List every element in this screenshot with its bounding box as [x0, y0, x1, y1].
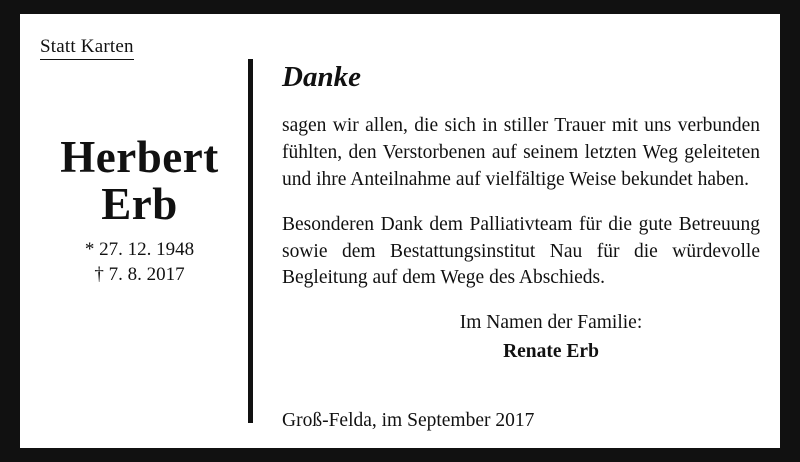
statt-karten-note: Statt Karten — [40, 37, 134, 60]
death-date: † 7. 8. 2017 — [94, 264, 185, 286]
obituary-inner — [20, 14, 780, 448]
family-intro-line: Im Namen der Familie: — [459, 312, 643, 334]
family-signature — [282, 310, 760, 366]
thanks-block — [282, 62, 760, 366]
deceased-dates — [32, 237, 247, 288]
deceased-block — [32, 134, 247, 288]
deceased-last-name: Erb — [101, 178, 178, 229]
birth-date: * 27. 12. 1948 — [84, 238, 195, 260]
thanks-heading: Danke — [282, 61, 361, 93]
thanks-paragraph-1: sagen wir allen, die sich in stiller Trauer mit uns verbunden fühlten, den Verstorbenen auf seinem letzten Weg geleiteten und ihre Anteilnahme auf vielfältige Weise bekundet haben. — [282, 114, 760, 190]
deceased-first-name: Herbert — [60, 132, 219, 182]
family-signer-name: Renate Erb — [503, 340, 599, 362]
thanks-paragraph-2: Besonderen Dank dem Palliativteam für die gute Betreuung sowie dem Bestattungsinstitut Nau für die würdevolle Begleitung auf dem Wege des Abschieds. — [282, 213, 760, 289]
place-and-date: Groß-Felda, im September 2017 — [282, 410, 535, 431]
vertical-divider — [248, 59, 253, 423]
obituary-card — [18, 12, 782, 450]
